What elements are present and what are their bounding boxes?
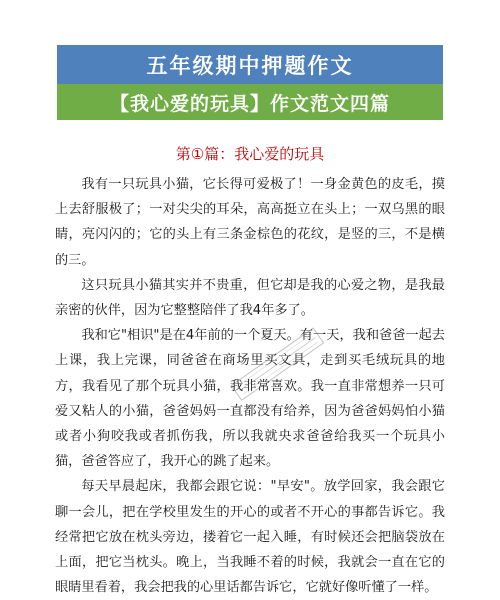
article-paragraph: 这只玩具小猫其实并不贵重，但它却是我的心爱之物，是我最亲密的伙伴，因为它整整陪伴了我4年多了。 xyxy=(55,277,445,319)
document-title: 五年级期中押题作文 xyxy=(146,53,354,78)
article-paragraph: 每天早晨起床，我都会跟它说："早安"。放学回家，我会跟它聊一会儿，把在学校里发生的开心的或者不开心的事都告诉它。我经常把它放在枕头旁边，搂着它一起入睡，有时候还会把脑袋放在上面，把它当枕头。晚上，当我睡不着的时候，我就会一直在它的眼睛里看着，我会把我的心里话都告诉它，它就好像听懂了一样。 xyxy=(55,479,445,596)
article-paragraph: 我和它"相识"是在4年前的一个夏天。有一天，我和爸爸一起去上课，我上完课，同爸爸在商场里买文具，走到买毛绒玩具的地方，我看见了那个玩具小猫，我非常喜欢。我一直非常想养一只可爱又粘人的小猫，爸爸妈妈一直都没有给养，因为爸爸妈妈怕小猫或者小狗咬我或者抓伤我，所以我就央求爸爸给我买一个玩具小猫，爸爸答应了，我开心的跳了起来。 xyxy=(55,328,445,470)
article-paragraph: 我有一只玩具小猫，它长得可爱极了！一身金黄色的皮毛，摸上去舒服极了；一对尖尖的耳朵，高高挺立在头上；一双乌黑的眼睛，亮闪闪的；它的头上有三条金棕色的花纹，是竖的三，不是横的三。 xyxy=(55,177,445,268)
document-title-banner xyxy=(57,45,443,84)
document-subtitle: 【我心爱的玩具】作文范文四篇 xyxy=(109,92,390,115)
document-subtitle-banner xyxy=(57,84,443,120)
article-body xyxy=(55,172,445,600)
article-title: 第①篇：我心爱的玩具 xyxy=(175,145,325,163)
